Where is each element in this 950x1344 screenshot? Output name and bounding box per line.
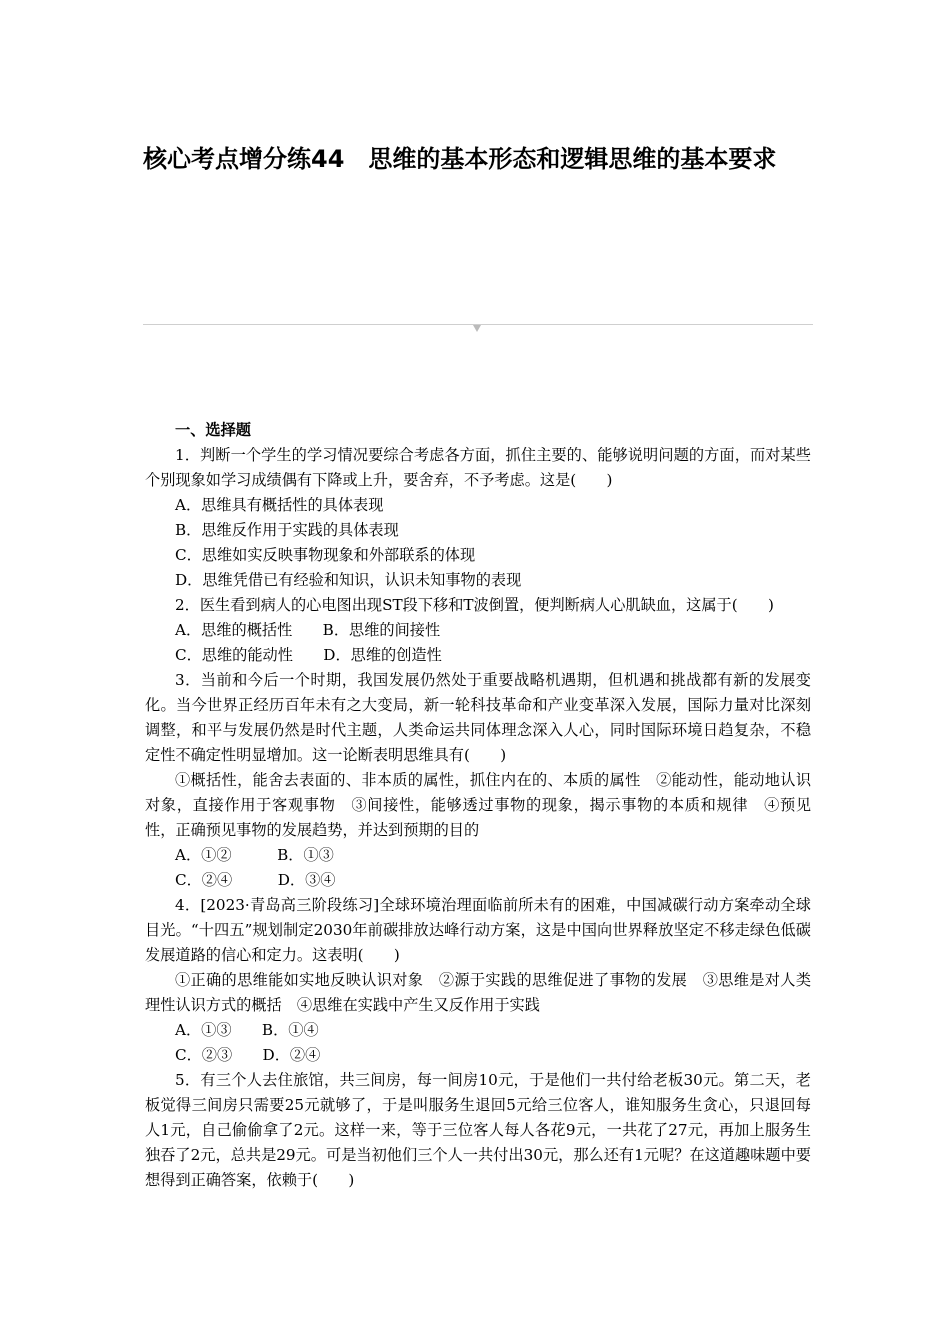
- question-4-options-row-1: A．①③ B．①④: [175, 1021, 319, 1039]
- question-1-option-c: C．思维如实反映事物现象和外部联系的体现: [175, 546, 476, 564]
- question-3-statements: ①概括性，能舍去表面的、非本质的属性，抓住内在的、本质的属性 ②能动性，能动地认识对象，直接作用于客观事物 ③间接性，能够透过事物的现象，揭示事物的本质和规律 ④预见性，正确预见事物的发展趋势，并达到预期的目的: [145, 771, 811, 839]
- question-1-option-d: D．思维凭借已有经验和知识，认识未知事物的表现: [175, 571, 522, 589]
- page-title: 核心考点增分练44 思维的基本形态和逻辑思维的基本要求: [143, 145, 777, 173]
- question-content: [145, 418, 811, 1193]
- question-3-stem: 3．当前和今后一个时期，我国发展仍然处于重要战略机遇期，但机遇和挑战都有新的发展变化。当今世界正经历百年未有之大变局，新一轮科技革命和产业变革深入发展，国际力量对比深刻调整，和平与发展仍然是时代主题，人类命运共同体理念深入人心，同时国际环境日趋复杂，不稳定性不确定性明显增加。这一论断表明思维具有( ): [145, 671, 811, 764]
- divider-arrow-icon: [473, 325, 481, 332]
- question-4-statements: ①正确的思维能如实地反映认识对象 ②源于实践的思维促进了事物的发展 ③思维是对人类理性认识方式的概括 ④思维在实践中产生又反作用于实践: [145, 971, 811, 1014]
- question-5-stem: 5．有三个人去住旅馆，共三间房，每一间房10元，于是他们一共付给老板30元。第二天，老板觉得三间房只需要25元就够了，于是叫服务生退回5元给三位客人，谁知服务生贪心，只退回每人1元，自己偷偷拿了2元。这样一来，等于三位客人每人各花9元，一共花了27元，再加上服务生独吞了2元，总共是29元。可是当初他们三个人一共付出30元，那么还有1元呢？在这道趣味题中要想得到正确答案，依赖于( ): [145, 1071, 811, 1189]
- question-3-options-row-1: A．①② B．①③: [175, 846, 334, 864]
- question-4-options-row-2: C．②③ D．②④: [175, 1046, 321, 1064]
- question-1-option-a: A．思维具有概括性的具体表现: [175, 496, 384, 514]
- question-1-option-b: B．思维反作用于实践的具体表现: [175, 521, 399, 539]
- question-4-stem: 4．[2023·青岛高三阶段练习]全球环境治理面临前所未有的困难，中国减碳行动方案牵动全球目光。“十四五”规划制定2030年前碳排放达峰行动方案，这是中国向世界释放坚定不移走绿色低碳发展道路的信心和定力。这表明( ): [145, 896, 811, 964]
- question-1-stem: 1．判断一个学生的学习情况要综合考虑各方面，抓住主要的、能够说明问题的方面，而对某些个别现象如学习成绩偶有下降或上升，要舍弃，不予考虑。这是( ): [145, 446, 811, 489]
- question-2-stem: 2．医生看到病人的心电图出现ST段下移和T波倒置，便判断病人心肌缺血，这属于( ): [175, 596, 774, 614]
- section-heading: 一、选择题: [175, 421, 251, 439]
- question-2-options-row-2: C．思维的能动性 D．思维的创造性: [175, 646, 442, 664]
- question-3-options-row-2: C．②④ D．③④: [175, 871, 336, 889]
- question-2-options-row-1: A．思维的概括性 B．思维的间接性: [175, 621, 441, 639]
